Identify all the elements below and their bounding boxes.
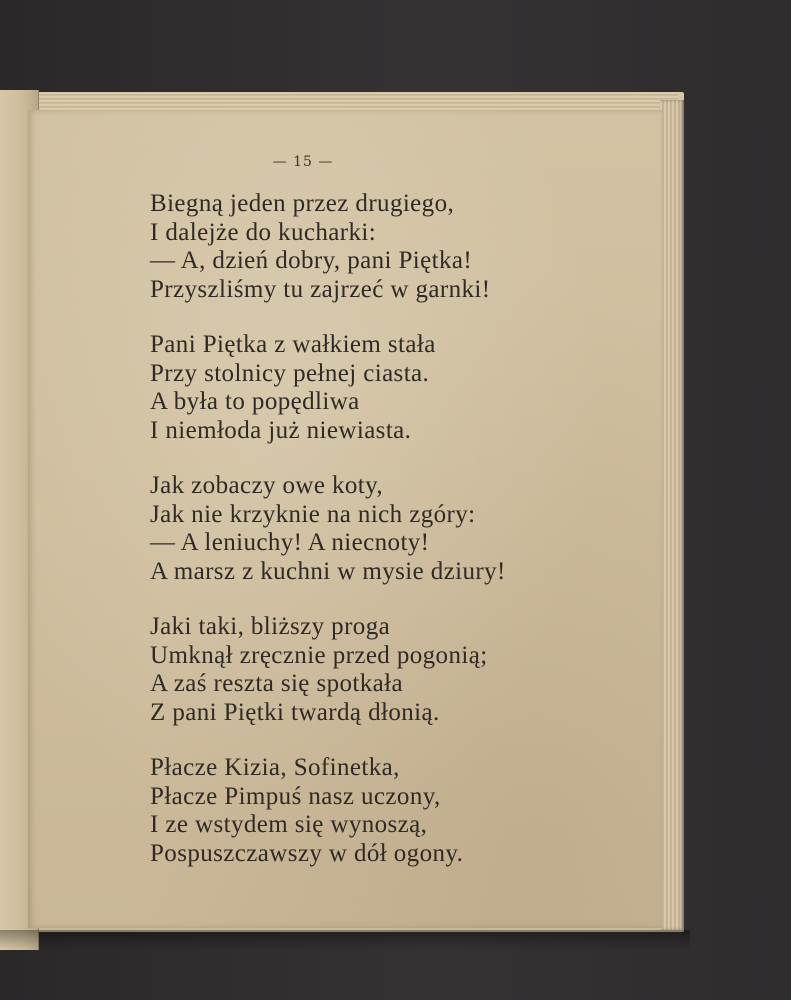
poem-line: I ze wstydem się wynoszą, — [150, 811, 428, 838]
poem-line: A marsz z kuchni w mysie dziury! — [150, 557, 506, 585]
poem-line: Biegną jeden przez drugiego, — [150, 190, 455, 217]
poem-line: Płacze Pimpuś nasz uczony, — [150, 782, 441, 810]
poem-line: Pani Piętka z wałkiem stała — [150, 331, 436, 358]
page-side-edges — [660, 100, 684, 930]
poem-line: Przyszliśmy tu zajrzeć w garnki! — [150, 275, 491, 303]
poem-line: Jak zobaczy owe koty, — [150, 472, 384, 499]
stanza — [150, 472, 590, 586]
page-bottom-shadow — [0, 930, 690, 950]
poem-line: Płacze Kizia, Sofinetka, — [150, 754, 400, 781]
page-number: — 15 — — [272, 154, 334, 170]
poem-line: A zaś reszta się spotkała — [150, 670, 403, 697]
poem-line: Jaki taki, bliższy proga — [150, 613, 391, 640]
poem-line: Jak nie krzyknie na nich zgóry: — [150, 500, 476, 528]
poem-line: I dalejże do kucharki: — [150, 218, 377, 246]
poem-line: — A leniuchy! A niecnoty! — [150, 529, 430, 556]
poem-text — [150, 190, 590, 895]
poem-line: Przy stolnicy pełnej ciasta. — [150, 359, 430, 387]
stanza — [150, 190, 590, 304]
book-page — [28, 110, 662, 928]
poem-line: I niemłoda już niewiasta. — [150, 416, 412, 444]
poem-line: Z pani Piętki twardą dłonią. — [150, 698, 440, 726]
poem-line: Umknął zręcznie przed pogonią; — [150, 641, 488, 669]
poem-line: — A, dzień dobry, pani Piętka! — [150, 247, 473, 274]
stanza — [150, 613, 590, 727]
poem-line: A była to popędliwa — [150, 388, 360, 415]
stanza — [150, 754, 590, 868]
stanza — [150, 331, 590, 445]
poem-line: Pospuszczawszy w dół ogony. — [150, 839, 464, 867]
page-top-edges — [8, 92, 678, 110]
